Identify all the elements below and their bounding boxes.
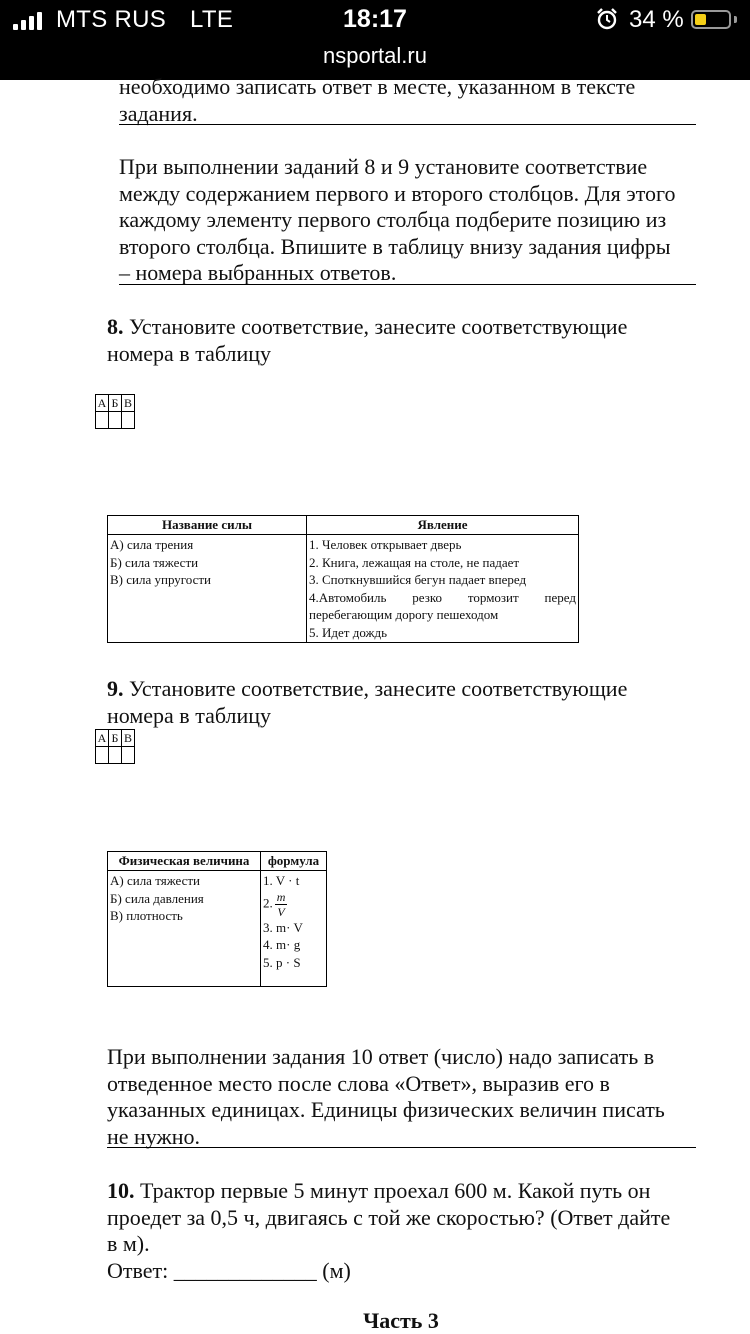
fraction-denominator: V xyxy=(277,904,285,919)
answer-header: А xyxy=(96,395,109,412)
list-item: А) сила трения xyxy=(110,537,194,552)
formula-item: 4. m· g xyxy=(263,937,301,952)
question-text: в м). xyxy=(107,1231,150,1256)
answer-grid-q9 xyxy=(95,729,135,764)
status-bar xyxy=(0,0,750,80)
formula-label: 2. xyxy=(263,894,273,910)
answer-unit: (м) xyxy=(322,1257,351,1283)
answer-cell[interactable] xyxy=(109,412,122,429)
instructions-line: отведенное место после слова «Ответ», выразив его в xyxy=(107,1070,610,1096)
answer-cell[interactable] xyxy=(109,747,122,764)
question-10 xyxy=(107,1178,670,1284)
question-text: номера в таблицу xyxy=(107,702,272,728)
table-cell xyxy=(307,535,579,643)
list-item: 1. Человек открывает дверь xyxy=(309,537,462,552)
formula-item: 3. m· V xyxy=(263,919,303,935)
matching-table-q9 xyxy=(107,851,327,987)
battery-icon xyxy=(691,10,731,29)
carrier-name: MTS RUS xyxy=(56,6,167,33)
answer-header: А xyxy=(96,730,109,747)
formula-item: 1. V · t xyxy=(263,873,300,888)
instructions-line: указанных единицах. Единицы физических величин писать xyxy=(107,1097,665,1122)
question-number: 9. xyxy=(107,676,124,701)
instructions-line: каждому элементу первого столбца подберите позицию из xyxy=(119,207,667,232)
list-item: 5. Идет дождь xyxy=(309,624,388,640)
answer-line xyxy=(107,1258,670,1285)
instructions-top-line: необходимо записать ответ в месте, указанном в тексте xyxy=(119,74,636,99)
instructions-line: между содержанием первого и второго столбцов. Для этого xyxy=(119,180,676,206)
answer-blank[interactable]: _____________ xyxy=(173,1257,317,1283)
answer-header: Б xyxy=(109,730,122,747)
network-type: LTE xyxy=(190,6,234,33)
divider xyxy=(119,284,696,285)
table-header: Физическая величина xyxy=(108,852,261,871)
divider xyxy=(119,124,696,125)
question-text: номера в таблицу xyxy=(107,340,272,366)
question-text: Трактор первые 5 минут проехал 600 м. Какой путь он xyxy=(140,1178,651,1203)
list-item: Б) сила тяжести xyxy=(110,554,199,570)
list-item: А) сила тяжести xyxy=(110,873,201,888)
battery-tip xyxy=(734,16,737,23)
answer-cell[interactable] xyxy=(96,747,109,764)
answer-cell[interactable] xyxy=(122,412,135,429)
matching-table-q8 xyxy=(107,515,579,643)
question-text: проедет за 0,5 ч, двигаясь с той же скоростью? (Ответ дайте xyxy=(107,1204,671,1230)
table-cell xyxy=(108,535,307,643)
table-header: формула xyxy=(261,852,327,871)
answer-grid-q8 xyxy=(95,394,135,429)
battery-percent: 34 % xyxy=(629,6,684,33)
instructions-line: – номера выбранных ответов. xyxy=(119,260,397,285)
list-item: 3. Споткнувшийся бегун падает вперед xyxy=(309,572,527,587)
list-item: 4.Автомобиль резко тормозит перед xyxy=(309,589,576,605)
instructions-line: не нужно. xyxy=(107,1123,200,1149)
answer-label: Ответ: xyxy=(107,1257,169,1283)
table-cell xyxy=(261,871,327,987)
question-text: Установите соответствие, занесите соответствующие xyxy=(129,676,628,701)
list-item: Б) сила давления xyxy=(110,890,204,906)
answer-header: Б xyxy=(109,395,122,412)
clock: 18:17 xyxy=(343,5,407,33)
alarm-clock-icon xyxy=(596,7,618,31)
fraction-numerator: m xyxy=(276,889,286,904)
instructions-line: второго столбца. Впишите в таблицу внизу задания цифры xyxy=(119,233,671,259)
list-item: перебегающим дорогу пешеходом xyxy=(309,607,499,622)
instructions-top xyxy=(119,74,635,127)
question-9 xyxy=(107,676,627,729)
instructions-line: При выполнении заданий 8 и 9 установите соответствие xyxy=(119,154,648,179)
table-cell xyxy=(108,871,261,987)
list-item: 2. Книга, лежащая на столе, не падает xyxy=(309,554,520,570)
answer-cell[interactable] xyxy=(96,412,109,429)
instructions-line: При выполнении задания 10 ответ (число) надо записать в xyxy=(107,1044,655,1069)
list-item: В) сила упругости xyxy=(110,572,212,587)
battery-level-fill xyxy=(695,14,706,25)
question-number: 10. xyxy=(107,1178,135,1203)
table-header: Название силы xyxy=(108,516,307,535)
answer-header: В xyxy=(122,395,135,412)
table-header: Явление xyxy=(307,516,579,535)
list-item: В) плотность xyxy=(110,908,183,923)
question-number: 8. xyxy=(107,314,124,339)
instructions-match xyxy=(119,154,676,287)
instructions-numeric xyxy=(107,1044,665,1150)
formula-item: 5. p · S xyxy=(263,954,301,970)
question-text: Установите соответствие, занесите соответствующие xyxy=(129,314,628,339)
divider xyxy=(107,1147,696,1148)
formula-item xyxy=(263,890,324,919)
answer-cell[interactable] xyxy=(122,747,135,764)
part-title: Часть 3 xyxy=(363,1308,439,1333)
question-8 xyxy=(107,314,627,367)
answer-header: В xyxy=(122,730,135,747)
fraction xyxy=(275,890,288,919)
instructions-top-line: задания. xyxy=(119,100,198,126)
address-bar-url[interactable]: nsportal.ru xyxy=(323,43,427,68)
